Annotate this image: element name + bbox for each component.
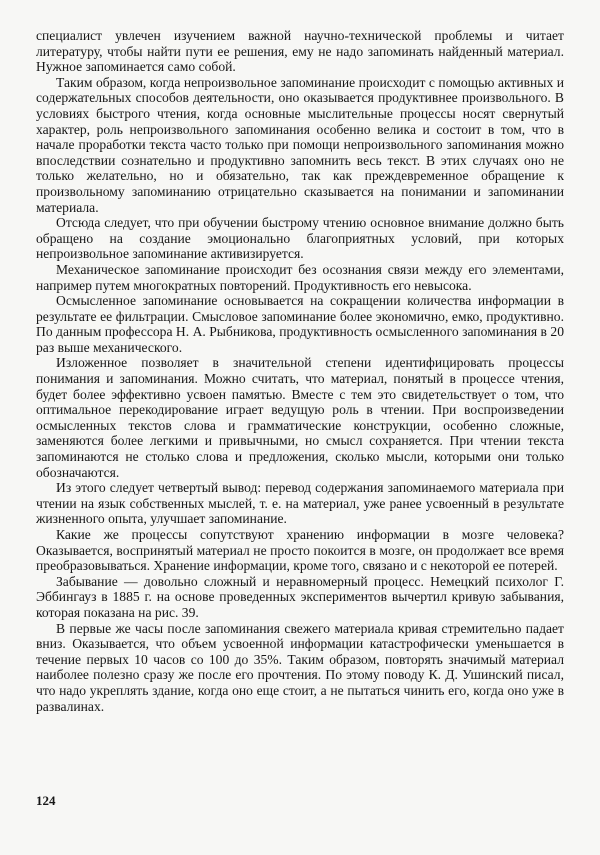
paragraph-4: Механическое запоминание происходит без осознания связи между его элементами, например путем многократных повторений. Продуктивность его невысока.: [36, 261, 564, 293]
paragraph-8: Какие же процессы сопутствуют хранению информации в мозге человека? Оказывается, воспринятый материал не просто покоится в мозге, он продолжает все время преобразовываться. Хранение информации, кроме того, связано и с некоторой ее потерей.: [36, 527, 564, 574]
paragraph-7: Из этого следует четвертый вывод: перевод содержания запоминаемого материала при чтении на язык собственных мыслей, т. е. на материал, уже ранее усвоенный в результате жизненного опыта, улучшает запоминание.: [36, 480, 564, 527]
paragraph-9: Забывание — довольно сложный и неравномерный процесс. Немецкий психолог Г. Эббингауз в 1885 г. на основе проведенных экспериментов вычертил кривую забывания, которая показана на рис. 39.: [36, 573, 564, 620]
paragraph-6: Изложенное позволяет в значительной степени идентифицировать процессы понимания и запоминания. Можно считать, что материал, понятый в процессе чтения, будет более эффективно усвоен памятью. Вместе с тем это свидетельствует о том, что оптимальное перекодирование играет ведущую роль в чтении. При воспроизведении осмысленных текстов слова и грамматические конструкции, особенно сложные, заменяются более легкими и привычными, но смысл сохраняется. При чтении текста запоминаются не столько слова и предложения, сколько мысли, которыми они только обозначаются.: [36, 355, 564, 480]
paragraph-1: специалист увлечен изучением важной научно-технической проблемы и читает литературу, чтобы найти пути ее решения, ему не надо запоминать найденный материал. Нужное запоминается само собой.: [36, 28, 564, 75]
paragraph-5: Осмысленное запоминание основывается на сокращении количества информации в результате ее фильтрации. Смысловое запоминание более экономично, емко, продуктивно. По данным профессора Н. А. Рыбникова, продуктивность осмысленного запоминания в 20 раз выше механического.: [36, 293, 564, 355]
body-text: [36, 28, 564, 714]
page-number: 124: [36, 793, 56, 808]
paragraph-2: Таким образом, когда непроизвольное запоминание происходит с помощью активных и содержательных способов деятельности, оно оказывается продуктивнее произвольного. В условиях быстрого чтения, когда основные мыслительные процессы носят свернутый характер, роль непроизвольного запоминания особенно велика и состоит в том, что в начале проработки текста часто только при помощи непроизвольного запоминания можно впоследствии сознательно и продуктивно запомнить весь текст. В этих случаях оно не только желательно, но и обязательно, так как преждевременное обращение к произвольному запоминанию отрицательно сказывается на понимании и запоминании материала.: [36, 74, 564, 215]
paragraph-10: В первые же часы после запоминания свежего материала кривая стремительно падает вниз. Оказывается, что объем усвоенной информации катастрофически уменьшается в течение первых 10 часов со 100 до 35%. Таким образом, повторять значимый материал наиболее полезно сразу же после его прочтения. По этому поводу К. Д. Ушинский писал, что надо укреплять здание, когда оно еще стоит, а не пытаться чинить его, когда оно уже в развалинах.: [36, 620, 564, 714]
paragraph-3: Отсюда следует, что при обучении быстрому чтению основное внимание должно быть обращено на создание эмоционально благоприятных условий, при которых непроизвольное запоминание активизируется.: [36, 215, 564, 262]
